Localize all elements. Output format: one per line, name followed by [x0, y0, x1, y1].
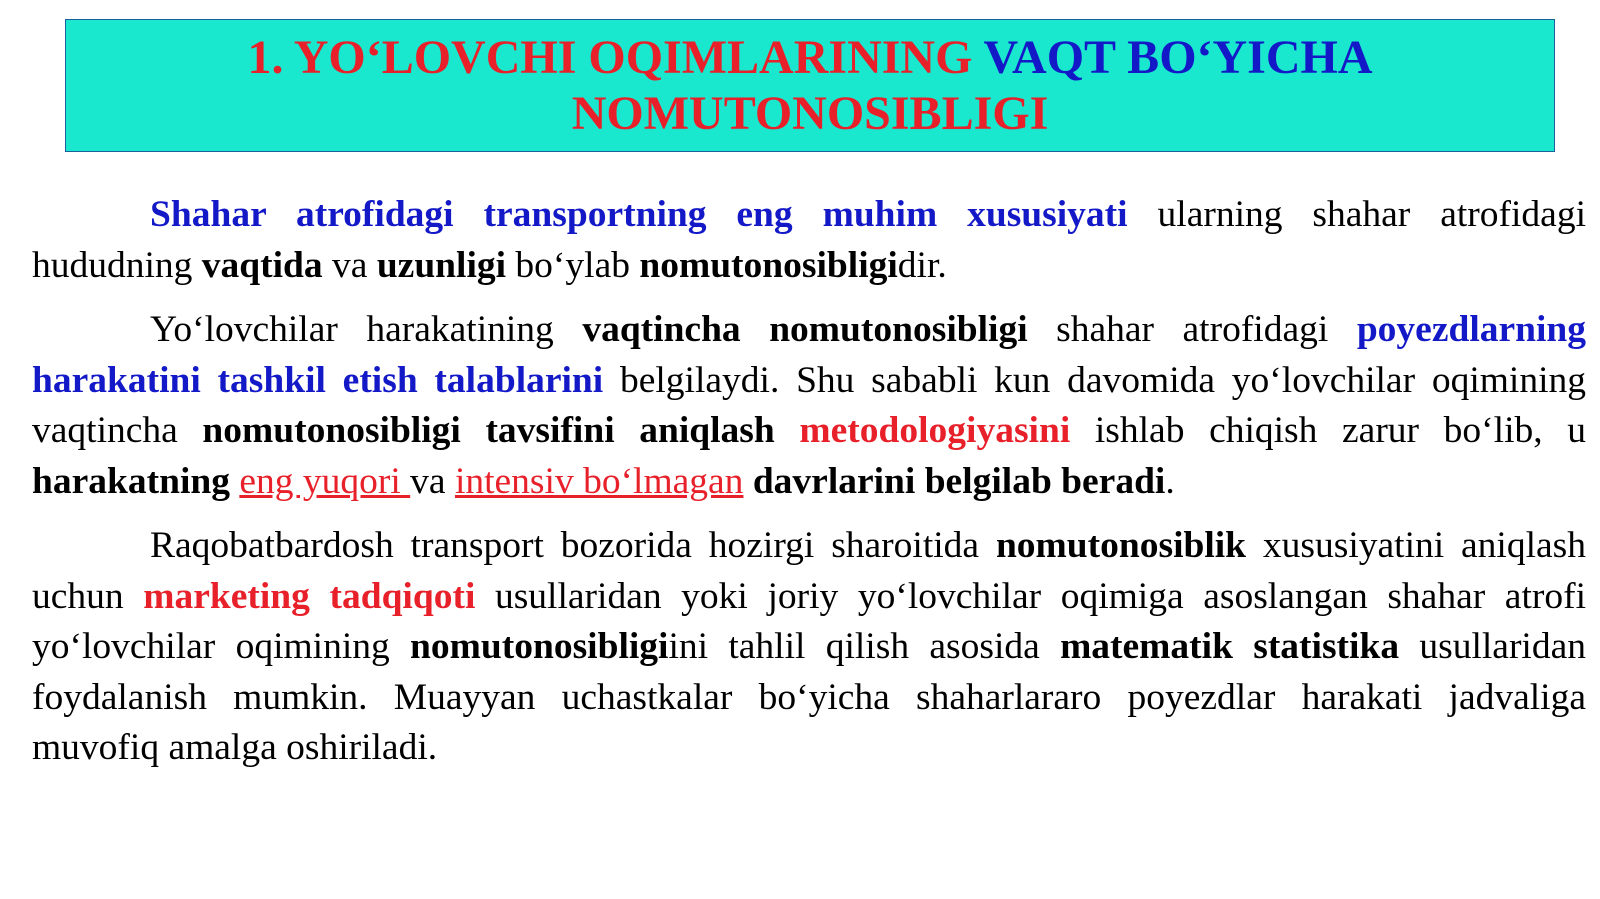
- p2-highlight-blue: poyezdlarning harakatini tashkil etish talablarini: [32, 309, 1587, 401]
- p1-bold-uzunligi: uzunligi: [376, 244, 507, 286]
- p2-text: shahar atrofidagi: [1027, 309, 1357, 350]
- p2-bold-vaqtincha: vaqtincha nomutonosibligi: [582, 309, 1028, 350]
- p2-bold-harakatning: harakatning: [32, 460, 230, 502]
- p1-text: va: [322, 244, 377, 286]
- p2-text: [743, 461, 752, 502]
- p1-bold-nomutonosibligi: nomutonosibligi: [639, 244, 898, 286]
- p1-text: ularning shahar atrofidagi hududning: [32, 194, 1586, 286]
- title-blue-part: VAQT BO‘YICHA: [983, 30, 1373, 84]
- p3-bold-matematik: matematik statistika: [1060, 626, 1400, 667]
- title-line-2: NOMUTONOSIBLIGI: [571, 86, 1049, 140]
- p2-text: belgilaydi. Shu sababli kun davomida yo‘lovchilar oqimining vaqtincha: [32, 359, 1586, 451]
- p3-bold-nomutonosibligi: nomutonosibligi: [410, 626, 669, 667]
- p2-underlined-eng-yuqori: eng yuqori: [239, 460, 411, 502]
- paragraph-1: [32, 190, 1586, 291]
- p3-text: usullaridan yoki joriy yo‘lovchilar oqimiga asoslangan shahar atrofi yo‘lovchilar oqimining: [32, 575, 1587, 667]
- title-number: 1.: [247, 30, 284, 84]
- p1-text: dir.: [897, 244, 947, 286]
- p3-text: xususiyatini aniqlash uchun: [32, 525, 1587, 617]
- p1-text: bo‘ylab: [506, 244, 640, 286]
- title-banner: [65, 19, 1555, 152]
- p2-highlight-red: metodologiyasini: [799, 410, 1071, 451]
- p1-highlight-blue: Shahar atrofidagi transportning eng muhim xususiyati: [150, 194, 1128, 235]
- p2-bold-davrlarini: davrlarini belgilab beradi: [752, 460, 1166, 502]
- p2-underlined-intensiv: intensiv bo‘lmagan: [454, 460, 744, 502]
- p3-highlight-red: marketing tadqiqoti: [143, 575, 476, 617]
- p3-text: usullaridan foydalanish mumkin. Muayyan uchastkalar bo‘yicha shaharlararo poyezdlar harakati jadvaliga muvofiq amalga oshiriladi.: [32, 626, 1586, 768]
- p1-bold-vaqtida: vaqtida: [201, 244, 323, 286]
- p2-text: .: [1165, 460, 1175, 502]
- p2-bold-tavsifini: nomutonosibligi tavsifini aniqlash: [202, 410, 775, 451]
- title-red-part: YO‘LOVCHI OQIMLARINING: [293, 30, 973, 84]
- slide-body: [32, 190, 1586, 788]
- p2-text: ishlab chiqish zarur bo‘lib, u: [1070, 410, 1586, 451]
- p2-text: va: [410, 460, 455, 502]
- paragraph-3: [32, 521, 1586, 774]
- p2-text: Yo‘lovchilar harakatining: [150, 309, 583, 350]
- p2-text: [230, 461, 239, 502]
- p3-text: Raqobatbardosh transport bozorida hozirgi sharoitida: [150, 525, 996, 566]
- paragraph-2: [32, 305, 1586, 507]
- title-line-1: [247, 30, 1372, 86]
- p2-text: [775, 410, 800, 451]
- p3-bold-nomutonosiblik: nomutonosiblik: [995, 525, 1247, 566]
- p3-text: ini tahlil qilish asosida: [668, 626, 1061, 667]
